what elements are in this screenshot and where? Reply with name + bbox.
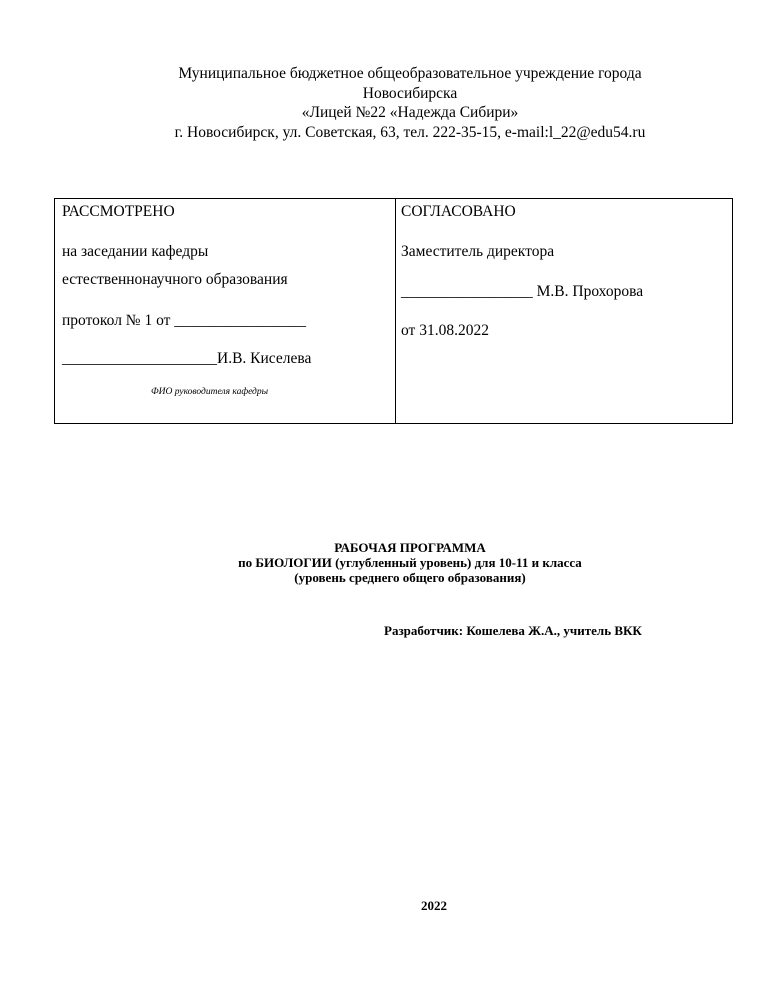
agreed-date: от 31.08.2022 — [401, 322, 489, 339]
document-header — [60, 64, 760, 142]
head-of-department-note: ФИО руководителя кафедры — [151, 387, 269, 397]
program-level: (уровень среднего общего образования) — [294, 570, 526, 585]
header-contacts: г. Новосибирск, ул. Советская, 63, тел. 222-35-15, e-mail:l_22@edu54.ru — [174, 123, 646, 141]
header-school-line2: Новосибирска — [362, 84, 458, 102]
agreed-signature: _________________ М.В. Прохорова — [401, 283, 644, 300]
developer-line: Разработчик: Кошелева Ж.А., учитель ВКК — [384, 623, 642, 638]
considered-protocol: протокол № 1 от _________________ — [62, 312, 307, 329]
considered-department: естественнонаучного образования — [62, 271, 288, 288]
table-column-divider — [395, 199, 396, 423]
considered-meeting: на заседании кафедры — [62, 243, 209, 260]
header-school-name: «Лицей №22 «Надежда Сибири» — [301, 104, 519, 121]
header-school-line1: Муниципальное бюджетное общеобразовательное учреждение города — [178, 65, 642, 82]
agreed-title: СОГЛАСОВАНО — [401, 203, 516, 220]
program-subject: по БИОЛОГИИ (углубленный уровень) для 10-11 и класса — [238, 555, 582, 570]
document-year: 2022 — [421, 898, 447, 913]
approval-table — [54, 198, 733, 424]
program-title-block — [160, 540, 660, 585]
agreed-position: Заместитель директора — [401, 243, 555, 260]
program-title: РАБОЧАЯ ПРОГРАММА — [334, 540, 486, 555]
considered-title: РАССМОТРЕНО — [62, 203, 175, 220]
considered-signature: ____________________И.В. Киселева — [62, 350, 312, 367]
